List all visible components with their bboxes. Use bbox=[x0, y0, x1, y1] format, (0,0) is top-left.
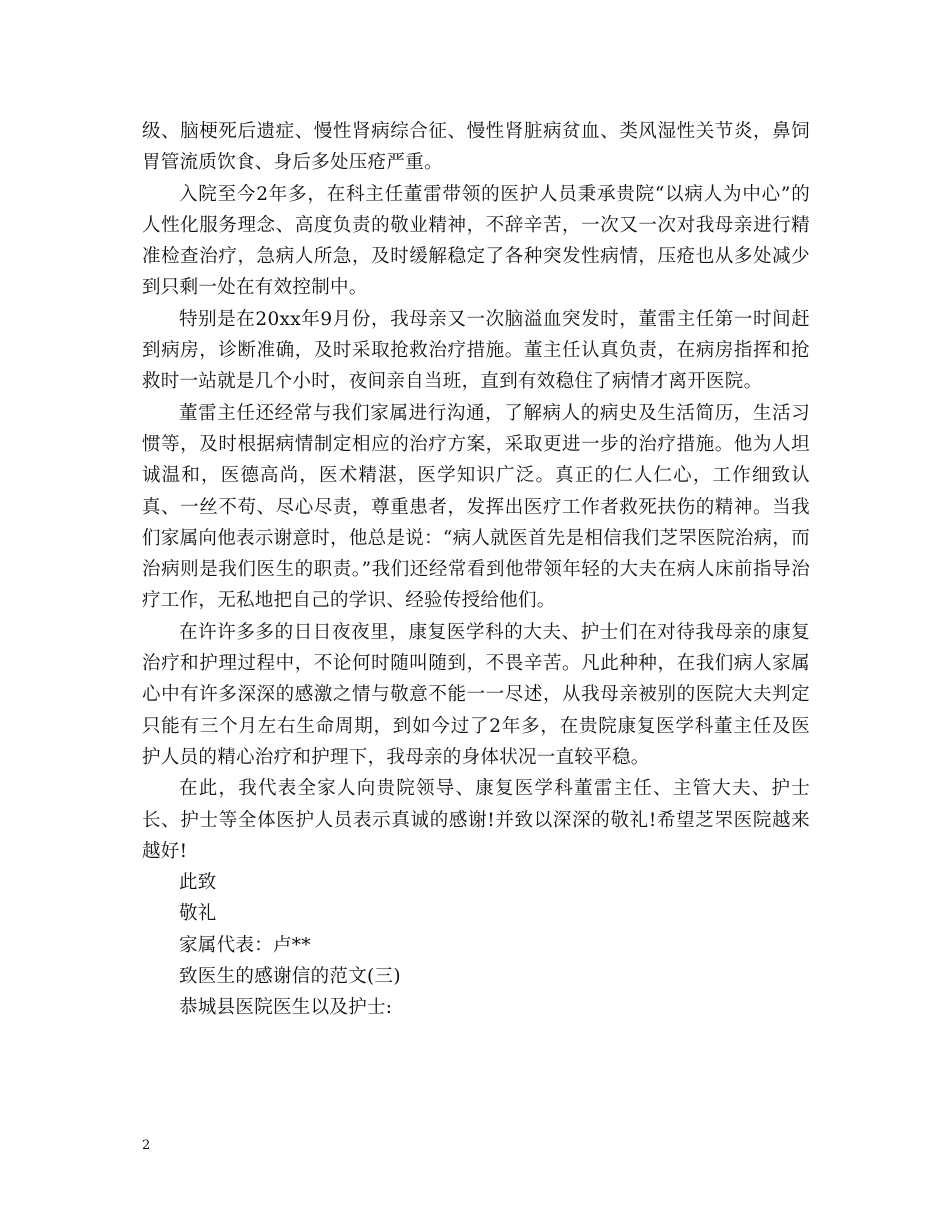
paragraph-thanks: 在此，我代表全家人向贵院领导、康复医学科董雷主任、主管大夫、护士长、护士等全体医护人员表示真诚的感谢!并致以深深的敬礼!希望芝罘医院越来越好! bbox=[142, 778, 810, 862]
letter-body bbox=[142, 116, 810, 1024]
page-number: 2 bbox=[142, 1138, 151, 1153]
paragraph-continuation: 级、脑梗死后遗症、慢性肾病综合征、慢性肾脏病贫血、类风湿性关节炎，鼻饲胃管流质饮食、身后多处压疮严重。 bbox=[142, 121, 810, 174]
closing-regards: 敬礼 bbox=[179, 903, 217, 925]
letter-addressee: 恭城县医院医生以及护士: bbox=[179, 997, 393, 1019]
paragraph-emergency: 特别是在20xx年9月份，我母亲又一次脑溢血突发时，董雷主任第一时间赶到病房，诊断准确，及时采取抢救治疗措施。董主任认真负责，在病房指挥和抢救时一站就是几个小时，夜间亲自当班，直到有效稳住了病情才离开医院。 bbox=[142, 308, 810, 393]
paragraph-admission: 入院至今2年多，在科主任董雷带领的医护人员秉承贵院“以病人为中心”的人性化服务理念、高度负责的敬业精神，不辞辛苦，一次又一次对我母亲进行精准检查治疗，急病人所急，及时缓解稳定了各种突发性病情，压疮也从多处减少到只剩一处在有效控制中。 bbox=[142, 183, 810, 299]
section-heading: 致医生的感谢信的范文(三) bbox=[179, 966, 401, 988]
paragraph-gratitude-care: 在许许多多的日日夜夜里，康复医学科的大夫、护士们在对待我母亲的康复治疗和护理过程中，不论何时随叫随到，不畏辛苦。凡此种种，在我们病人家属心中有许多深深的感激之情与敬意不能一一尽述，从我母亲被别的医院大夫判定只能有三个月左右生命周期，到如今过了2年多，在贵院康复医学科董主任及医护人员的精心治疗和护理下，我母亲的身体状况一直较平稳。 bbox=[142, 621, 810, 768]
signature-line: 家属代表：卢** bbox=[179, 934, 311, 956]
closing-salutation: 此致 bbox=[179, 872, 217, 894]
paragraph-communication: 董雷主任还经常与我们家属进行沟通，了解病人的病史及生活简历，生活习惯等，及时根据病情制定相应的治疗方案，采取更进一步的治疗措施。他为人坦诚温和，医德高尚，医术精湛，医学知识广泛。真正的仁人仁心，工作细致认真、一丝不苟、尽心尽责，尊重患者，发挥出医疗工作者救死扶伤的精神。当我们家属向他表示谢意时，他总是说：“病人就医首先是相信我们芝罘医院治病，而治病则是我们医生的职责。”我们还经常看到他带领年轻的大夫在病人床前指导治疗工作，无私地把自己的学识、经验传授给他们。 bbox=[142, 402, 810, 612]
